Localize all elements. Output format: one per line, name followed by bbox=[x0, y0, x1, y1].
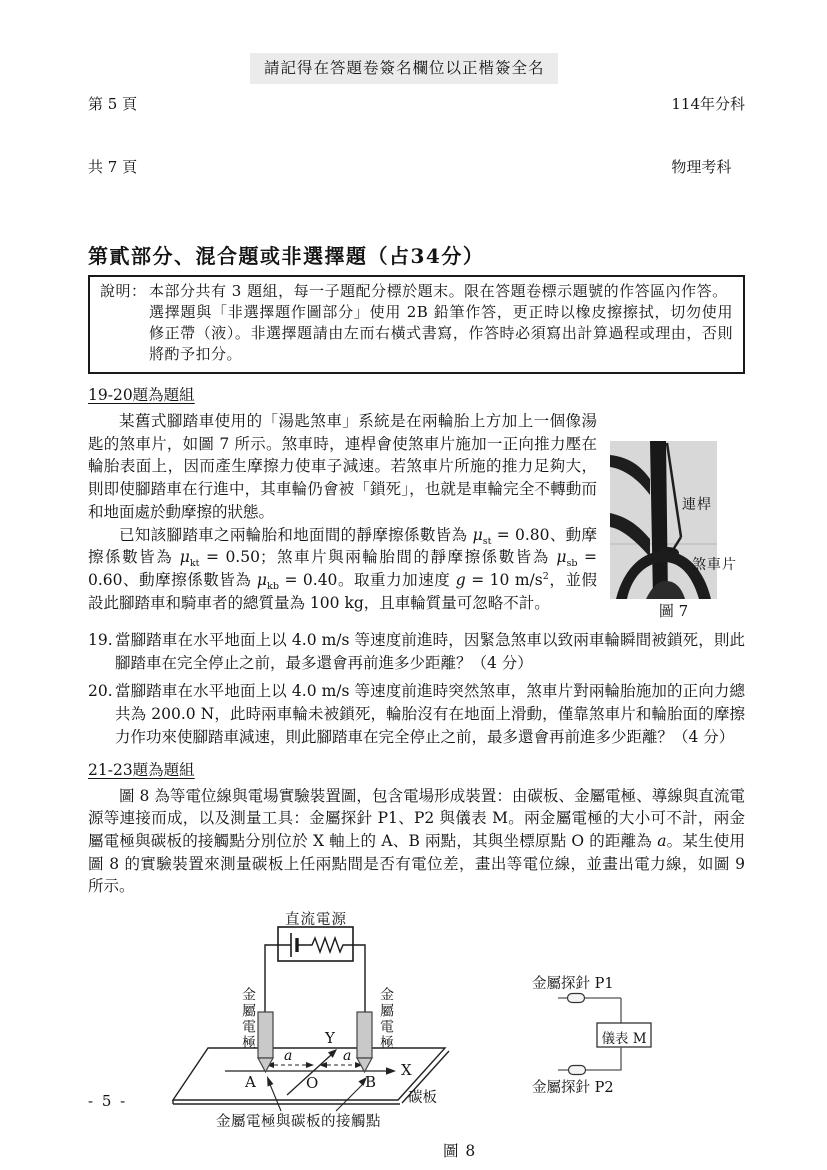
figure8-x-axis-label: X bbox=[401, 1061, 412, 1080]
exam-subject: 物理考科 bbox=[671, 158, 732, 176]
figure8-power-label: 直流電源 bbox=[285, 912, 347, 929]
figure8-point-b-label: B bbox=[365, 1073, 377, 1092]
text-segment: 圖 8 為等電位線與電場實驗裝置圖，包含電場形成裝置：由碳板、金屬電極、導線與直流電源等連接而成，以及測量工具：金屬探針 P1、P2 與儀表 M。兩金屬電極的大小可不計，兩金屬電極與碳板的接觸點分別位於 X 軸上的 A、B 兩點，其與坐標原點 O 的距離為 bbox=[88, 786, 745, 850]
figure8 bbox=[88, 908, 745, 1163]
electrode-right bbox=[357, 1012, 372, 1058]
text-segment: = 0.60、動摩擦係數皆為 bbox=[88, 548, 597, 589]
text-segment: 已知該腳踏車之兩輪胎和地面間的靜摩擦係數皆為 bbox=[119, 525, 473, 544]
figure7-caption: 圖 7 bbox=[658, 602, 689, 620]
dc-power-box bbox=[278, 927, 353, 961]
page-number-line: 第 5 頁 bbox=[88, 95, 138, 113]
text-segment: μ bbox=[556, 548, 567, 567]
signature-notice: 請記得在答題卷簽名欄位以正楷簽全名 bbox=[250, 53, 559, 84]
text-segment: a bbox=[657, 831, 667, 850]
instruction-label: 說明： bbox=[100, 282, 147, 300]
total-pages-line: 共 7 頁 bbox=[88, 158, 138, 176]
figure8-probe1-label: 金屬探針 P1 bbox=[532, 976, 614, 993]
figure8-distance-a-left: a bbox=[284, 1048, 293, 1065]
section-title: 第貳部分、混合題或非選擇題（占34分） bbox=[88, 244, 485, 268]
group2-heading: 21-23題為題組 bbox=[88, 760, 195, 779]
instruction-inner bbox=[100, 281, 733, 365]
page-footer: - 5 - bbox=[88, 1092, 128, 1110]
text-segment: st bbox=[482, 535, 492, 547]
instruction-paragraph-2: 選擇題與「非選擇題作圖部分」使用 2B 鉛筆作答，更正時以橡皮擦擦拭，切勿使用修正帶（液）。非選擇題請由左而右橫式書寫，作答時必須寫出計算過程或理由，否則將酌予扣分。 bbox=[149, 303, 733, 363]
text-segment: sb bbox=[566, 558, 578, 570]
page-content bbox=[88, 52, 745, 1163]
figure8-probe2-label: 金屬探針 P2 bbox=[532, 1080, 614, 1097]
figure8-electrode-right-label: 金屬電極 bbox=[378, 987, 394, 1052]
wire-right bbox=[353, 945, 365, 1012]
text-segment: = 0.40。取重力加速度 bbox=[278, 570, 456, 589]
question-19-number: 19. bbox=[88, 631, 113, 649]
instruction-box bbox=[88, 275, 745, 374]
figure8-plate-label: 碳板 bbox=[408, 1090, 437, 1107]
question-20-text: 當腳踏車在水平地面上以 4.0 m/s 等速度前進時突然煞車，煞車片對兩輪胎施加的正向力總共為 200.0 N，此時兩車輪未被鎖死，輪胎沒有在地面上滑動，僅靠煞車片和輪胎面的摩擦力作功來使腳踏車減速，則此腳踏車在完全停止之前，最多還會再前進多少距離？（4 分） bbox=[115, 682, 745, 746]
text-segment: μ bbox=[256, 570, 267, 589]
text-segment: μ bbox=[179, 548, 190, 567]
probe2-wire bbox=[558, 1047, 621, 1070]
question-20-number: 20. bbox=[88, 682, 113, 701]
text-segment: g bbox=[455, 570, 466, 589]
exam-identifier bbox=[671, 52, 745, 220]
text-segment: 。某生使用圖 8 的實驗裝置來測量碳板上任兩點間是否有電位差，畫出等電位線，並畫出電力線，如圖 9 所示。 bbox=[88, 831, 745, 896]
text-segment: kb bbox=[267, 581, 279, 593]
text-segment: 2 bbox=[542, 570, 549, 582]
figure8-y-axis-label: Y bbox=[325, 1029, 335, 1048]
head-tube bbox=[650, 441, 668, 599]
question-20 bbox=[88, 680, 745, 748]
group1-heading: 19-20題為題組 bbox=[88, 386, 195, 404]
group1-paragraph-1: 某舊式腳踏車使用的「湯匙煞車」系統是在兩輪胎上方加上一個像湯匙的煞車片，如圖 7 所示。煞車時，連桿會使煞車片施加一正向推力壓在輪胎表面上，因而產生摩擦力使車子減速。若煞車片所施的推力足夠大，則即使腳踏車在行進中，其車輪仍會被「鎖死」，也就是車輪完全不轉動而和地面處於動摩擦的狀態。 bbox=[88, 412, 597, 521]
resistor-icon bbox=[297, 938, 353, 952]
page-indicator bbox=[88, 52, 137, 220]
text-segment: kt bbox=[189, 558, 200, 570]
question-19 bbox=[88, 629, 745, 674]
text-segment: = 0.50；煞車片與兩輪胎間的靜摩擦係數皆為 bbox=[199, 548, 557, 567]
figure8-electrode-left-label: 金屬電極 bbox=[240, 987, 256, 1052]
figure8-point-o-label: O bbox=[306, 1074, 319, 1093]
figure7-label-pad: 煞車片 bbox=[692, 557, 737, 573]
group2-paragraph bbox=[88, 785, 745, 899]
exam-year: 114年分科 bbox=[671, 95, 745, 113]
text-segment: ，並假設此腳踏車和騎車者的總質量為 100 kg，且車輪質量可忽略不計。 bbox=[88, 570, 597, 612]
figure8-contact-label: 金屬電極與碳板的接觸點 bbox=[216, 1114, 381, 1131]
instruction-paragraph-1: 本部分共有 3 題組，每一子題配分標於題末。限在答題卷標示題號的作答區內作答。 bbox=[149, 282, 728, 300]
figure8-point-a-label: A bbox=[245, 1073, 256, 1092]
figure7 bbox=[605, 441, 745, 624]
electrode-left bbox=[258, 1012, 273, 1058]
probe2-handle bbox=[569, 1066, 586, 1075]
question-19-text: 當腳踏車在水平地面上以 4.0 m/s 等速度前進時，因緊急煞車以致兩車輪瞬間被鎖死，則此腳踏車在完全停止之前，最多還會再前進多少距離？（4 分） bbox=[115, 631, 745, 672]
figure8-distance-a-right: a bbox=[343, 1048, 352, 1065]
text-segment: = 0.80、動摩擦係數皆為 bbox=[88, 525, 597, 567]
text-segment: = 10 m/s bbox=[465, 570, 543, 589]
group1-body bbox=[88, 410, 745, 624]
text-segment: μ bbox=[472, 525, 483, 544]
page-header bbox=[88, 52, 745, 220]
figure7-label-rod: 連桿 bbox=[682, 497, 712, 513]
figure8-meter-label: 儀表 M bbox=[601, 1031, 647, 1048]
probe1-handle bbox=[568, 994, 585, 1003]
group2-body bbox=[88, 785, 745, 899]
figure8-caption: 圖 8 bbox=[443, 1142, 477, 1161]
